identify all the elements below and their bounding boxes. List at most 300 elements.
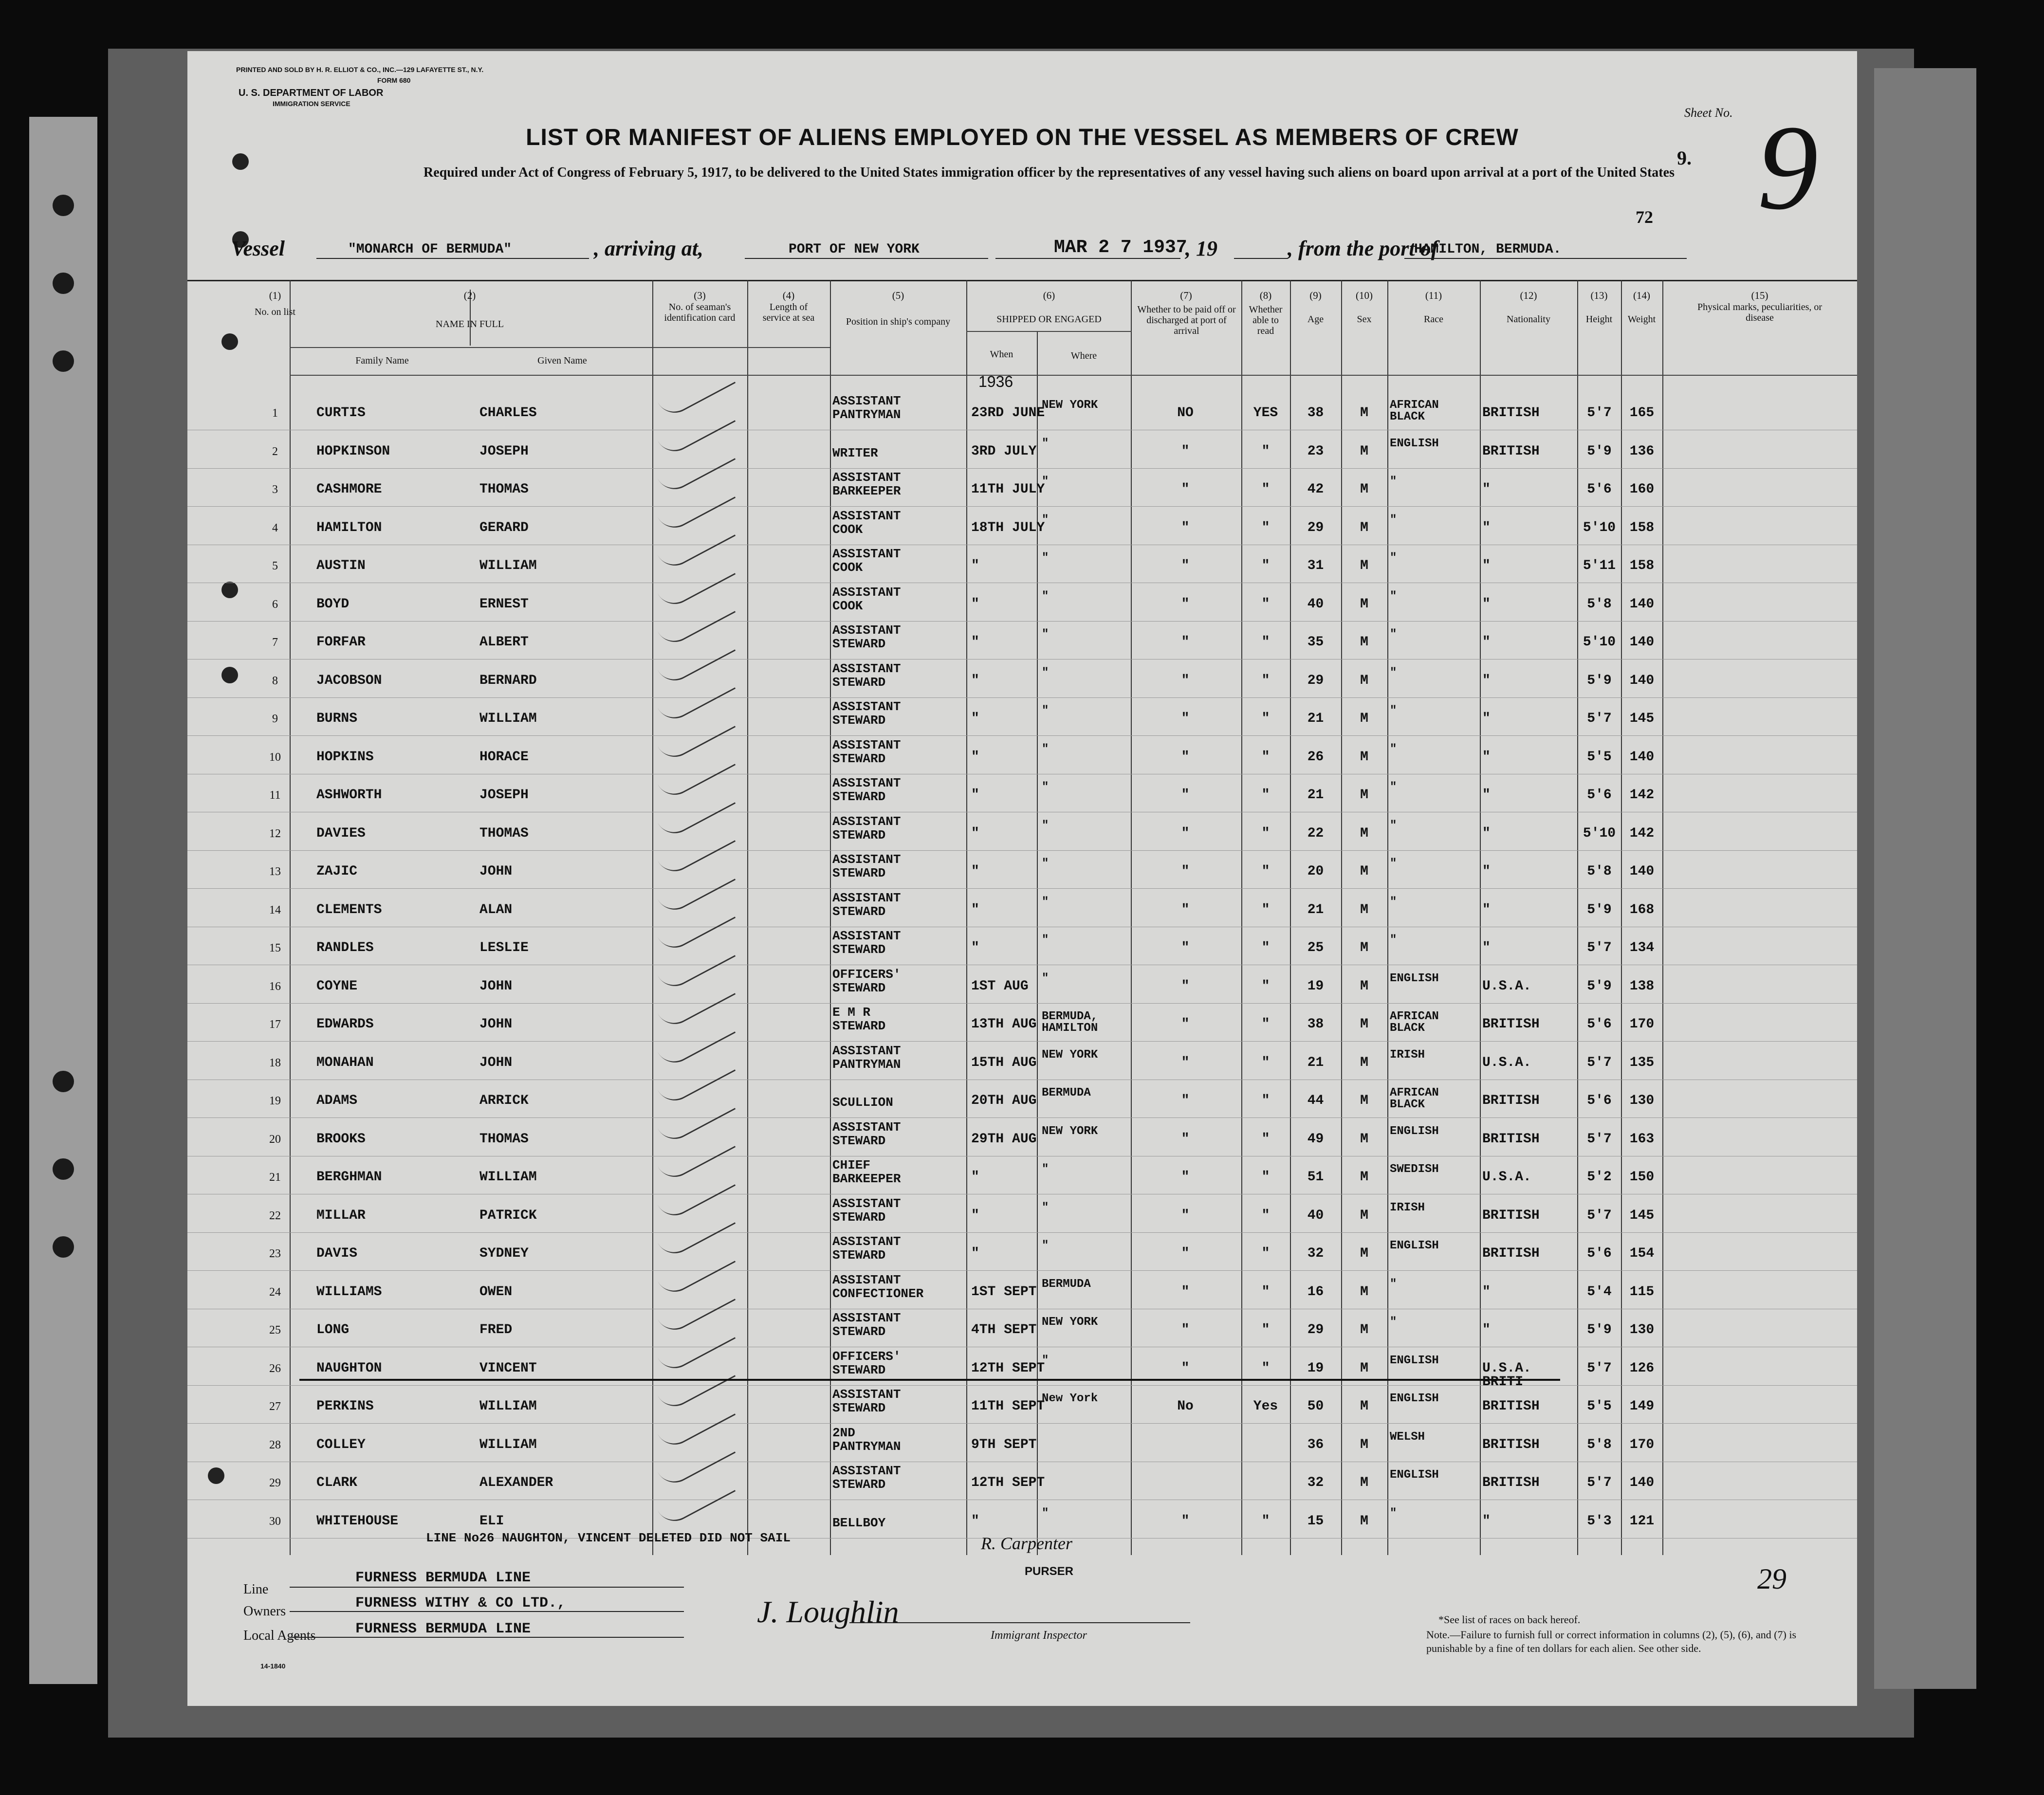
engaged-when: 1ST SEPT (971, 1284, 1037, 1300)
purser-label: PURSER (1025, 1565, 1074, 1578)
row-number: 14 (269, 903, 281, 916)
vessel-label: Vessel (231, 237, 285, 260)
height: 5'2 (1587, 1170, 1612, 1185)
engaged-where: " (1042, 971, 1049, 985)
row-number: 24 (269, 1285, 281, 1299)
able-to-read: " (1261, 749, 1270, 765)
penalty-note: Note.—Failure to furnish full or correct information in columns (2), (5), (6), and (7) is punishable by a fine of ten dollars for each alien. See other side. (1426, 1629, 1797, 1654)
col-given-name: Given Name (537, 355, 587, 366)
table-row (187, 1156, 1857, 1194)
row-number: 28 (269, 1438, 281, 1451)
engaged-when: " (971, 673, 979, 688)
row-number: 26 (269, 1362, 281, 1375)
owners-underline (290, 1611, 684, 1612)
sex: M (1360, 864, 1368, 879)
nationality: BRITISH (1482, 1475, 1540, 1490)
position-line-2: STEWARD (832, 1324, 886, 1339)
position-line-2: SCULLION (832, 1095, 893, 1110)
sex: M (1360, 405, 1368, 421)
row-number: 8 (272, 674, 278, 687)
engaged-when: " (971, 1513, 979, 1529)
position-line-1: ASSISTANT (832, 585, 901, 600)
height: 5'6 (1587, 1017, 1612, 1032)
sheet-label: Sheet No. (1684, 106, 1733, 120)
agents-label: Local Agents (243, 1628, 316, 1643)
engaged-when: 15TH AUG (971, 1055, 1037, 1070)
position-line-1: 2ND (832, 1425, 855, 1440)
row-number: 5 (272, 560, 278, 572)
nationality: BRITISH (1482, 443, 1540, 459)
given-name: FRED (479, 1322, 513, 1337)
departure-port-line (1404, 258, 1687, 259)
engaged-when: 4TH SEPT (971, 1322, 1037, 1337)
weight: 138 (1629, 978, 1655, 994)
form-title: LIST OR MANIFEST OF ALIENS EMPLOYED ON THE VESSEL AS MEMBERS OF CREW (526, 125, 1519, 150)
nationality: BRITISH (1482, 405, 1540, 421)
row-number: 18 (269, 1056, 281, 1069)
nationality: " (1482, 635, 1491, 650)
nationality: " (1482, 596, 1491, 612)
position-line-1: ASSISTANT (832, 508, 901, 523)
sex: M (1360, 825, 1368, 841)
given-name: VINCENT (479, 1360, 537, 1376)
age: 19 (1307, 978, 1324, 994)
race: " (1390, 895, 1397, 909)
sex: M (1360, 1360, 1368, 1376)
weight: 170 (1629, 1437, 1655, 1452)
sex: M (1360, 443, 1368, 459)
family-name: ZAJIC (316, 864, 358, 879)
weight: 130 (1629, 1093, 1655, 1108)
family-name: FORFAR (316, 635, 366, 650)
able-to-read: " (1261, 520, 1270, 535)
col-num-12: (12) (1520, 290, 1537, 301)
paid-off: " (1181, 596, 1190, 612)
given-name: JOHN (479, 978, 513, 994)
binder-hole (53, 273, 74, 294)
owners-label: Owners (243, 1604, 286, 1619)
position-line-1: CHIEF (832, 1158, 871, 1172)
height: 5'5 (1587, 749, 1612, 765)
given-name: JOHN (479, 1017, 513, 1032)
family-name: HOPKINS (316, 749, 374, 765)
deletion-strikethrough (299, 1379, 1560, 1381)
table-row (187, 889, 1857, 927)
engaged-when: 1ST AUG (971, 978, 1029, 994)
position-line-1: ASSISTANT (832, 623, 901, 638)
col-num-10: (10) (1356, 290, 1373, 301)
race: " (1390, 1506, 1397, 1520)
age: 20 (1307, 864, 1324, 879)
table-row (187, 774, 1857, 812)
paid-off: " (1181, 482, 1190, 497)
arriving-label: , arriving at, (594, 237, 703, 260)
nationality: BRITISH (1482, 1093, 1540, 1108)
race: " (1390, 742, 1397, 756)
table-row (187, 1309, 1857, 1347)
table-row (187, 392, 1857, 430)
binder-hole (53, 195, 74, 216)
age: 25 (1307, 940, 1324, 955)
age: 29 (1307, 520, 1324, 535)
position-line-2: STEWARD (832, 1248, 886, 1263)
rivet (232, 153, 249, 170)
engaged-where: " (1042, 819, 1049, 832)
sex: M (1360, 940, 1368, 955)
line-label: Line (243, 1582, 269, 1597)
weight: 154 (1629, 1246, 1655, 1261)
col-name-in-full: NAME IN FULL (436, 319, 504, 330)
race: SWEDISH (1390, 1163, 1439, 1176)
paid-off: " (1181, 902, 1190, 917)
given-name: WILLIAM (479, 1170, 537, 1185)
height: 5'7 (1587, 711, 1612, 726)
height: 5'5 (1587, 1399, 1612, 1414)
table-row (187, 430, 1857, 469)
position-line-1: ASSISTANT (832, 1119, 901, 1135)
nationality: " (1482, 711, 1491, 726)
paid-off: " (1181, 1170, 1190, 1185)
race: " (1390, 628, 1397, 641)
position-line-1: E M R (832, 1005, 871, 1020)
inspector-underline (849, 1622, 1190, 1623)
position-line-2: STEWARD (832, 866, 886, 880)
table-row (187, 1118, 1857, 1156)
able-to-read: " (1261, 1284, 1270, 1300)
weight: 170 (1629, 1017, 1655, 1032)
engaged-where: " (1042, 742, 1049, 756)
height: 5'6 (1587, 1093, 1612, 1108)
age: 38 (1307, 405, 1324, 421)
weight: 140 (1629, 673, 1655, 688)
form-code: 14-1840 (260, 1662, 286, 1670)
able-to-read: " (1261, 1360, 1270, 1376)
age: 16 (1307, 1284, 1324, 1300)
position-line-1: ASSISTANT (832, 1464, 901, 1478)
engaged-where: " (1042, 628, 1049, 641)
nationality: " (1482, 825, 1491, 841)
header-bottom-rule (290, 375, 1857, 376)
height: 5'7 (1587, 1055, 1612, 1070)
engaged-when: " (971, 864, 979, 879)
row-number: 29 (269, 1477, 281, 1489)
table-row (187, 1003, 1857, 1042)
weight: 126 (1629, 1360, 1655, 1376)
able-to-read: " (1261, 1208, 1270, 1223)
nationality: BRITISH (1482, 1208, 1540, 1223)
family-name: WHITEHOUSE (316, 1513, 399, 1529)
purser-signature: R. Carpenter (981, 1534, 1072, 1553)
position-line-2: PANTRYMAN (832, 1057, 901, 1072)
height: 5'9 (1587, 1322, 1612, 1337)
year-line (1234, 258, 1288, 259)
engaged-where: " (1042, 704, 1049, 717)
line-underline (290, 1587, 684, 1588)
col-sex: Sex (1357, 314, 1372, 325)
engaged-where: " (1042, 551, 1049, 565)
nationality: " (1482, 482, 1491, 497)
race: ENGLISH (1390, 971, 1439, 985)
col-age: Age (1307, 314, 1324, 325)
able-to-read: " (1261, 673, 1270, 688)
sex: M (1360, 1170, 1368, 1185)
family-name: CLARK (316, 1475, 358, 1490)
position-line-1: ASSISTANT (832, 699, 901, 714)
table-row (187, 1271, 1857, 1309)
nationality: BRITISH (1482, 1246, 1540, 1261)
engaged-when: " (971, 1246, 979, 1261)
handwritten-sheet-number: 9 (1757, 100, 1818, 235)
race: ENGLISH (1390, 1392, 1439, 1405)
given-name: LESLIE (479, 940, 529, 955)
engaged-where: " (1042, 666, 1049, 679)
position-line-1: ASSISTANT (832, 394, 901, 408)
sex: M (1360, 1513, 1368, 1529)
paid-off: " (1181, 443, 1190, 459)
weight: 140 (1629, 749, 1655, 765)
race: " (1390, 551, 1397, 565)
family-name: EDWARDS (316, 1017, 374, 1032)
table-row (187, 659, 1857, 698)
printer-line: PRINTED AND SOLD BY H. R. ELLIOT & CO., INC.—129 LAFAYETTE ST., N.Y. (236, 66, 484, 73)
sex: M (1360, 673, 1368, 688)
table-row (187, 1462, 1857, 1500)
nationality: BRITISH (1482, 1017, 1540, 1032)
table-row (187, 927, 1857, 965)
family-name: BOYD (316, 596, 350, 612)
able-to-read: YES (1253, 405, 1278, 421)
family-name: CLEMENTS (316, 902, 382, 917)
engaged-when: " (971, 749, 979, 765)
paid-off: " (1181, 558, 1190, 573)
engaged-when: 12TH SEPT (971, 1360, 1045, 1376)
weight: 163 (1629, 1131, 1655, 1147)
height: 5'9 (1587, 978, 1612, 994)
height: 5'7 (1587, 1208, 1612, 1223)
weight: 140 (1629, 864, 1655, 879)
paid-off: " (1181, 1360, 1190, 1376)
paid-off: " (1181, 749, 1190, 765)
position-line-2: BARKEEPER (832, 484, 901, 498)
page-mark: 29 (1757, 1563, 1786, 1595)
col-num-1: (1) (269, 290, 281, 301)
weight: 121 (1629, 1513, 1655, 1529)
stamp-number: 72 (1636, 207, 1653, 227)
height: 5'9 (1587, 902, 1612, 917)
sex: M (1360, 1017, 1368, 1032)
position-line-2: BELLBOY (832, 1515, 886, 1530)
engaged-where: " (1042, 857, 1049, 870)
engaged-when: 20TH AUG (971, 1093, 1037, 1108)
table-row (187, 583, 1857, 622)
position-line-1: ASSISTANT (832, 814, 901, 829)
position-line-2: STEWARD (832, 1209, 886, 1225)
year-label: , 19 (1185, 237, 1217, 260)
department: U. S. DEPARTMENT OF LABOR (239, 88, 384, 98)
paid-off: " (1181, 1322, 1190, 1337)
col-no-on-list: No. on list (255, 307, 295, 317)
family-name: COLLEY (316, 1437, 366, 1452)
engaged-when: " (971, 902, 979, 917)
col-weight: Weight (1627, 314, 1656, 325)
able-to-read: Yes (1253, 1399, 1278, 1414)
weight: 160 (1629, 482, 1655, 497)
able-to-read: " (1261, 1322, 1270, 1337)
col-num-9: (9) (1309, 290, 1322, 301)
engaged-when: 23RD JUNE (971, 405, 1045, 421)
weight: 145 (1629, 1208, 1655, 1223)
family-name: MONAHAN (316, 1055, 374, 1070)
position-line-2: COOK (832, 560, 863, 575)
sex: M (1360, 1399, 1368, 1414)
paid-off: " (1181, 711, 1190, 726)
col-num-5: (5) (892, 290, 904, 301)
table-row (187, 621, 1857, 659)
race: IRISH (1390, 1048, 1425, 1062)
height: 5'3 (1587, 1513, 1612, 1529)
nationality: " (1482, 673, 1491, 688)
engaged-where: New York (1042, 1392, 1098, 1405)
position-line-2: STEWARD (832, 1362, 886, 1377)
row-number: 22 (269, 1209, 281, 1222)
col-num-4: (4) (782, 290, 795, 301)
height: 5'9 (1587, 443, 1612, 459)
table-row (187, 545, 1857, 583)
row-number: 15 (269, 942, 281, 954)
weight: 115 (1629, 1284, 1655, 1300)
weight: 140 (1629, 596, 1655, 612)
sex: M (1360, 596, 1368, 612)
sex: M (1360, 558, 1368, 573)
paid-off: " (1181, 673, 1190, 688)
col-id-card: No. of seaman's identification card (664, 302, 736, 323)
row-number: 9 (272, 713, 278, 725)
nationality: " (1482, 940, 1491, 955)
vessel-name: "MONARCH OF BERMUDA" (348, 242, 512, 257)
given-name: SYDNEY (479, 1246, 529, 1261)
given-name: GERARD (479, 520, 529, 535)
position-line-2: COOK (832, 522, 863, 537)
engaged-where: " (1042, 1163, 1049, 1176)
row-number: 11 (269, 789, 281, 802)
given-name: CHARLES (479, 405, 537, 421)
form-subtitle: Required under Act of Congress of February 5, 1917, to be delivered to the United States immigration officer by the representatives of any vessel having such aliens on board upon arrival at a port of the United States (424, 165, 1675, 180)
engaged-where: " (1042, 437, 1049, 450)
col-height: Height (1585, 314, 1613, 325)
position-line-2: BARKEEPER (832, 1172, 901, 1186)
engaged-where: " (1042, 589, 1049, 603)
col-shipped: SHIPPED OR ENGAGED (996, 314, 1102, 325)
row-number: 17 (269, 1018, 281, 1031)
able-to-read: " (1261, 635, 1270, 650)
family-name: BERGHMAN (316, 1170, 382, 1185)
service: IMMIGRATION SERVICE (273, 100, 350, 108)
height: 5'7 (1587, 1475, 1612, 1490)
sex: M (1360, 1208, 1368, 1223)
given-name: BERNARD (479, 673, 537, 688)
given-name: JOHN (479, 1055, 513, 1070)
family-name: MILLAR (316, 1208, 366, 1223)
age: 51 (1307, 1170, 1324, 1185)
paid-off: " (1181, 1131, 1190, 1147)
given-name: JOSEPH (479, 788, 529, 803)
weight: 136 (1629, 443, 1655, 459)
sex: M (1360, 1055, 1368, 1070)
race: " (1390, 781, 1397, 794)
race: AFRICAN BLACK (1390, 399, 1439, 423)
height: 5'8 (1587, 596, 1612, 612)
family-name: DAVIES (316, 825, 366, 841)
row-number: 4 (272, 521, 278, 534)
family-name: HOPKINSON (316, 443, 390, 459)
col-num-14: (14) (1633, 290, 1650, 301)
engaged-where: " (1042, 1354, 1049, 1367)
engaged-where: " (1042, 475, 1049, 488)
height: 5'7 (1587, 1360, 1612, 1376)
able-to-read: " (1261, 1093, 1270, 1108)
position-line-2: STEWARD (832, 904, 886, 919)
position-line-1: ASSISTANT (832, 547, 901, 561)
row-number: 13 (269, 865, 281, 878)
sex: M (1360, 1246, 1368, 1261)
departure-port: HAMILTON, BERMUDA. (1414, 242, 1562, 257)
position-line-1: ASSISTANT (832, 890, 901, 905)
table-row (187, 850, 1857, 889)
able-to-read: " (1261, 788, 1270, 803)
arrival-date-stamp: MAR 2 7 1937 (1054, 237, 1187, 258)
paid-off: " (1181, 635, 1190, 650)
position-line-2: PANTRYMAN (832, 407, 901, 422)
given-name: THOMAS (479, 1131, 529, 1147)
inspector-signature: J. Loughlin (757, 1594, 899, 1629)
race: " (1390, 589, 1397, 603)
nationality: BRITISH (1482, 1437, 1540, 1452)
nationality: " (1482, 1284, 1491, 1300)
position-line-2: PANTRYMAN (832, 1439, 901, 1454)
height: 5'10 (1583, 825, 1616, 841)
family-name: JACOBSON (316, 673, 382, 688)
able-to-read: " (1261, 940, 1270, 955)
position-line-1: ASSISTANT (832, 1234, 901, 1249)
arrival-date-line (995, 258, 1180, 259)
row-number: 3 (272, 483, 278, 496)
races-note: *See list of races on back hereof. (1438, 1613, 1581, 1626)
col-nationality: Nationality (1507, 314, 1550, 325)
col-num-7: (7) (1180, 290, 1192, 301)
height: 5'9 (1587, 673, 1612, 688)
nationality: U.S.A. BRITI (1482, 1360, 1531, 1390)
race: " (1390, 513, 1397, 527)
given-name: JOSEPH (479, 443, 529, 459)
age: 35 (1307, 635, 1324, 650)
sex: M (1360, 1475, 1368, 1490)
paid-off: " (1181, 1208, 1190, 1223)
row-number: 21 (269, 1171, 281, 1184)
race: " (1390, 857, 1397, 870)
binder-hole (53, 1158, 74, 1180)
paid-off: " (1181, 1246, 1190, 1261)
table-row (187, 812, 1857, 851)
age: 23 (1307, 443, 1324, 459)
col-num-11: (11) (1425, 290, 1442, 301)
engaged-when: 12TH SEPT (971, 1475, 1045, 1490)
position-line-1: OFFICERS' (832, 1349, 901, 1364)
binder-hole (53, 350, 74, 372)
paid-off: " (1181, 1513, 1190, 1529)
able-to-read: " (1261, 825, 1270, 841)
table-row (187, 697, 1857, 736)
family-name: ADAMS (316, 1093, 358, 1108)
